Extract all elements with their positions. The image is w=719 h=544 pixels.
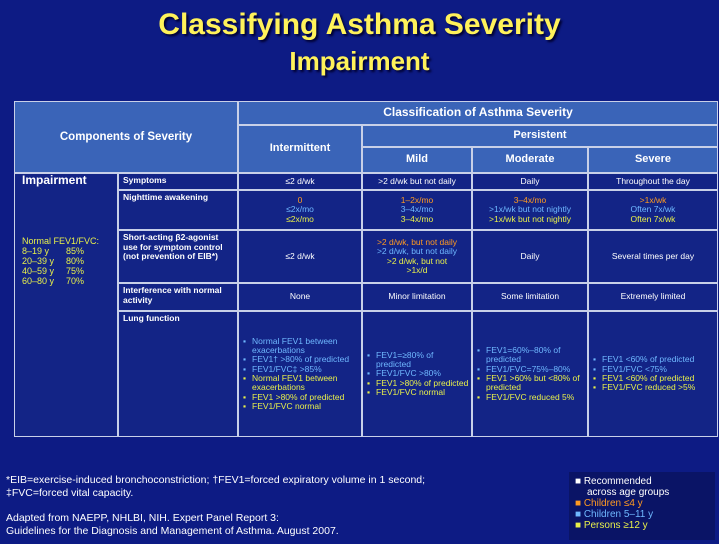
saba-mild bbox=[362, 230, 472, 283]
normal-fev-age: 8–19 y bbox=[22, 246, 50, 256]
normal-fev-value: 85% bbox=[66, 246, 85, 256]
footnote-source: Adapted from NAEPP, NHLBI, NIH. Expert Panel Report 3: bbox=[6, 512, 279, 524]
saba-moderate: Daily bbox=[472, 230, 588, 283]
lung-severe-item: ▪ FEV1 <60% of predicted bbox=[593, 355, 695, 364]
nighttime-moderate-person12: >1x/wk but not nightly bbox=[489, 213, 571, 224]
normal-fev-block bbox=[22, 236, 99, 286]
symptoms-label: Symptoms bbox=[118, 173, 238, 190]
lung-function-label: Lung function bbox=[118, 311, 238, 437]
legend-persons12: ■ Persons ≥12 y bbox=[575, 520, 648, 531]
lung-moderate-item: ▪ FEV1=60%–80% of predicted bbox=[477, 346, 585, 365]
normal-fev-row bbox=[22, 256, 99, 266]
lung-severe-item: ▪ FEV1/FVC reduced >5% bbox=[593, 383, 695, 392]
nighttime-intermittent bbox=[238, 190, 362, 230]
saba-label: Short-acting β2-agonist use for symptom control (not prevention of EIB*) bbox=[118, 230, 238, 283]
lung-intermittent-item: ▪ Normal FEV1 between exacerbations bbox=[243, 374, 359, 393]
slide-title: Classifying Asthma Severity bbox=[158, 8, 561, 41]
nighttime-severe-person12: Often 7x/wk bbox=[630, 213, 676, 224]
normal-fev-row bbox=[22, 276, 99, 286]
symptoms-moderate: Daily bbox=[472, 173, 588, 190]
lung-severe-item: ▪ FEV1/FVC <75% bbox=[593, 365, 695, 374]
nighttime-intermittent-child4: 0 bbox=[297, 194, 303, 205]
lung-severe-item: ▪ FEV1 <60% of predicted bbox=[593, 374, 695, 383]
normal-fev-value: 70% bbox=[66, 276, 85, 286]
nighttime-intermittent-person12: ≤2x/mo bbox=[286, 213, 314, 224]
nighttime-moderate bbox=[472, 190, 588, 230]
normal-fev-age: 40–59 y bbox=[22, 266, 55, 276]
lung-mild bbox=[362, 311, 472, 437]
components-header bbox=[14, 101, 238, 173]
classification-header-text: Classification of Asthma Severity bbox=[383, 105, 573, 120]
lung-mild-item: ▪ FEV1 >80% of predicted bbox=[367, 379, 469, 388]
legend-persons12-text: Persons ≥12 y bbox=[583, 520, 648, 531]
nighttime-mild-child511: 3–4x/mo bbox=[400, 204, 434, 215]
severe-header bbox=[588, 147, 718, 173]
saba-mild-person12-b: >1x/d bbox=[406, 265, 428, 275]
lung-severe bbox=[588, 311, 718, 437]
interference-severe: Extremely limited bbox=[588, 283, 718, 311]
mild-header-text: Mild bbox=[406, 153, 428, 166]
symptoms-intermittent: ≤2 d/wk bbox=[238, 173, 362, 190]
legend-children511-text: Children 5–11 y bbox=[583, 509, 654, 520]
classification-header bbox=[238, 101, 718, 125]
saba-mild-person12-a: >2 d/wk, but not bbox=[386, 255, 448, 266]
persistent-header bbox=[362, 125, 718, 147]
legend bbox=[569, 472, 715, 540]
nighttime-mild bbox=[362, 190, 472, 230]
lung-mild-item: ▪ FEV1/FVC >80% bbox=[367, 369, 469, 378]
lung-intermittent-item: ▪ FEV1/FVC normal bbox=[243, 402, 359, 411]
normal-fev-value: 75% bbox=[66, 266, 85, 276]
saba-severe: Several times per day bbox=[588, 230, 718, 283]
lung-intermittent-item: ▪ Normal FEV1 between exacerbations bbox=[243, 337, 359, 356]
symptoms-mild: >2 d/wk but not daily bbox=[362, 173, 472, 190]
saba-mild-child4: >2 d/wk, but not daily bbox=[376, 236, 458, 247]
moderate-header bbox=[472, 147, 588, 173]
lung-intermittent-item: ▪ FEV1/FVC‡ >85% bbox=[243, 365, 359, 374]
lung-moderate-item: ▪ FEV1 >60% but <80% of predicted bbox=[477, 374, 585, 393]
impairment-label: Impairment bbox=[22, 173, 87, 187]
normal-fev-value: 80% bbox=[66, 256, 85, 266]
nighttime-moderate-child4: 3–4x/mo bbox=[513, 194, 547, 205]
normal-fev-row bbox=[22, 266, 99, 276]
nighttime-mild-child4: 1–2x/mo bbox=[400, 194, 434, 205]
lung-mild-item: ▪ FEV1/FVC normal bbox=[367, 388, 469, 397]
nighttime-mild-person12: 3–4x/mo bbox=[400, 213, 434, 224]
saba-intermittent: ≤2 d/wk bbox=[238, 230, 362, 283]
lung-moderate bbox=[472, 311, 588, 437]
slide-subtitle: Impairment bbox=[289, 46, 430, 76]
mild-header bbox=[362, 147, 472, 173]
nighttime-label: Nighttime awakening bbox=[118, 190, 238, 230]
nighttime-moderate-child511: >1x/wk but not nightly bbox=[489, 204, 571, 215]
lung-mild-item: ▪ FEV1=≥80% of predicted bbox=[367, 351, 469, 370]
lung-moderate-item: ▪ FEV1/FVC=75%–80% bbox=[477, 365, 585, 374]
severe-header-text: Severe bbox=[634, 153, 672, 166]
normal-fev-age: 20–39 y bbox=[22, 256, 55, 266]
normal-fev-title: Normal FEV1/FVC: bbox=[22, 236, 100, 246]
nighttime-severe-child511: Often 7x/wk bbox=[630, 204, 676, 215]
interference-mild: Minor limitation bbox=[362, 283, 472, 311]
legend-recommended-text: Recommended bbox=[583, 476, 652, 487]
nighttime-severe bbox=[588, 190, 718, 230]
legend-across: across age groups bbox=[587, 487, 670, 498]
symptoms-severe: Throughout the day bbox=[588, 173, 718, 190]
footnote-eib: *EIB=exercise-induced bronchoconstriction; †FEV1=forced expiratory volume in 1 second; bbox=[6, 474, 426, 486]
impairment-column bbox=[14, 173, 118, 437]
legend-recommended: ■ Recommended bbox=[575, 476, 652, 487]
legend-children4: ■ Children ≤4 y bbox=[575, 498, 643, 509]
nighttime-severe-child4: >1x/wk bbox=[639, 194, 667, 205]
components-header-text: Components of Severity bbox=[59, 131, 193, 143]
lung-intermittent-item: ▪ FEV1† >80% of predicted bbox=[243, 355, 359, 364]
normal-fev-row bbox=[22, 246, 99, 256]
interference-label: Interference with normal activity bbox=[118, 283, 238, 311]
legend-children4-text: Children ≤4 y bbox=[583, 498, 643, 509]
normal-fev-age: 60–80 y bbox=[22, 276, 55, 286]
lung-moderate-item: ▪ FEV1/FVC reduced 5% bbox=[477, 393, 585, 402]
moderate-header-text: Moderate bbox=[505, 153, 555, 166]
nighttime-intermittent-child511: ≤2x/mo bbox=[286, 204, 314, 215]
footnote-guidelines: Guidelines for the Diagnosis and Management of Asthma. August 2007. bbox=[6, 525, 339, 537]
persistent-header-text: Persistent bbox=[513, 129, 567, 142]
legend-children511: ■ Children 5–11 y bbox=[575, 509, 654, 520]
footnote-fvc: ‡FVC=forced vital capacity. bbox=[6, 487, 134, 499]
interference-intermittent: None bbox=[238, 283, 362, 311]
intermittent-header-text: Intermittent bbox=[269, 142, 331, 155]
intermittent-header bbox=[238, 125, 362, 173]
saba-mild-child511: >2 d/wk, but not daily bbox=[376, 246, 458, 256]
lung-intermittent bbox=[238, 311, 362, 437]
lung-intermittent-item: ▪ FEV1 >80% of predicted bbox=[243, 393, 359, 402]
interference-moderate: Some limitation bbox=[472, 283, 588, 311]
